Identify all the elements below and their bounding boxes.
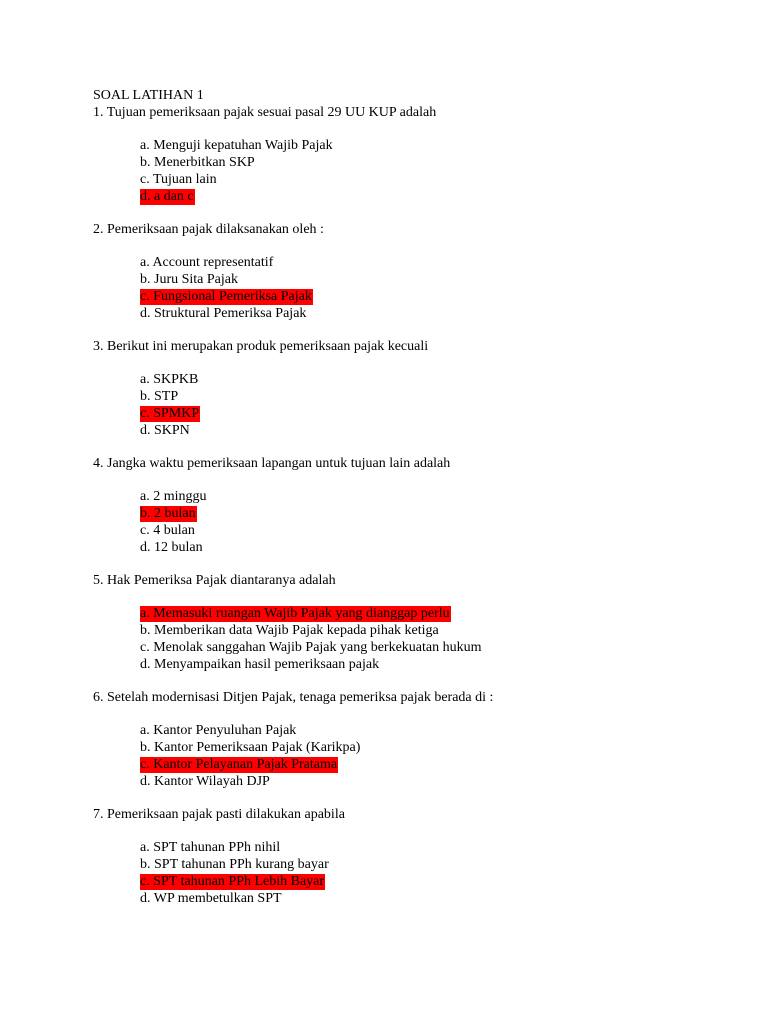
answer-option <box>140 773 753 790</box>
answer-option <box>140 288 753 305</box>
answer-option <box>140 271 753 288</box>
answer-option <box>140 522 753 539</box>
highlighted-answer-text: d. a dan c <box>140 189 194 204</box>
option-list <box>93 488 753 556</box>
answer-option-text: b. Memberikan data Wajib Pajak kepada pihak ketiga <box>140 623 439 638</box>
answer-option <box>140 422 753 439</box>
spacer <box>93 673 753 689</box>
option-list <box>93 605 753 673</box>
question-text: 4. Jangka waktu pemeriksaan lapangan untuk tujuan lain adalah <box>93 456 451 471</box>
answer-option-text: d. Kantor Wilayah DJP <box>140 774 270 789</box>
answer-option <box>140 873 753 890</box>
answer-option-text: d. Struktural Pemeriksa Pajak <box>140 306 307 321</box>
spacer <box>93 355 753 371</box>
answer-option-text: b. Kantor Pemeriksaan Pajak (Karikpa) <box>140 740 361 755</box>
spacer <box>93 238 753 254</box>
question-text: 2. Pemeriksaan pajak dilaksanakan oleh : <box>93 222 324 237</box>
spacer <box>93 556 753 572</box>
option-list <box>93 254 753 322</box>
answer-option-text: a. Menguji kepatuhan Wajib Pajak <box>140 138 333 153</box>
spacer <box>93 589 753 605</box>
answer-option <box>140 305 753 322</box>
answer-option <box>140 154 753 171</box>
answer-option <box>140 405 753 422</box>
answer-option <box>140 505 753 522</box>
answer-option <box>140 756 753 773</box>
question-text: 5. Hak Pemeriksa Pajak diantaranya adalah <box>93 573 336 588</box>
answer-option <box>140 622 753 639</box>
option-list <box>93 722 753 790</box>
answer-option <box>140 605 753 622</box>
option-list <box>93 839 753 907</box>
document-page <box>93 87 753 907</box>
answer-option-text: c. Tujuan lain <box>140 172 217 187</box>
answer-option <box>140 137 753 154</box>
option-list <box>93 137 753 205</box>
answer-option <box>140 371 753 388</box>
highlighted-answer-text: c. SPMKP <box>140 406 200 421</box>
highlighted-answer-text: c. Kantor Pelayanan Pajak Pratama <box>140 757 338 772</box>
highlighted-answer-text: a. Memasuki ruangan Wajib Pajak yang dianggap perlu <box>140 606 450 621</box>
answer-option <box>140 388 753 405</box>
highlighted-answer-text: b. 2 bulan <box>140 506 196 521</box>
spacer <box>93 439 753 455</box>
answer-option-text: a. Kantor Penyuluhan Pajak <box>140 723 297 738</box>
answer-option-text: b. SPT tahunan PPh kurang bayar <box>140 857 329 872</box>
highlighted-answer-text: c. SPT tahunan PPh Lebih Bayar <box>140 874 325 889</box>
spacer <box>93 121 753 137</box>
answer-option-text: a. SKPKB <box>140 372 199 387</box>
answer-option-text: d. SKPN <box>140 423 190 438</box>
answer-option <box>140 739 753 756</box>
answer-option-text: a. SPT tahunan PPh nihil <box>140 840 281 855</box>
answer-option <box>140 539 753 556</box>
question-block <box>93 221 753 338</box>
question-block <box>93 689 753 806</box>
question-block <box>93 806 753 907</box>
question-text: 3. Berikut ini merupakan produk pemeriksaan pajak kecuali <box>93 339 429 354</box>
answer-option <box>140 856 753 873</box>
answer-option <box>140 656 753 673</box>
question-block <box>93 104 753 221</box>
question-list <box>93 104 753 907</box>
answer-option-text: c. Menolak sanggahan Wajib Pajak yang berkekuatan hukum <box>140 640 482 655</box>
answer-option <box>140 839 753 856</box>
spacer <box>93 790 753 806</box>
answer-option-text: a. Account representatif <box>140 255 274 270</box>
question-block <box>93 455 753 572</box>
answer-option-text: d. WP membetulkan SPT <box>140 891 282 906</box>
spacer <box>93 472 753 488</box>
spacer <box>93 706 753 722</box>
question-text: 6. Setelah modernisasi Ditjen Pajak, tenaga pemeriksa pajak berada di : <box>93 690 494 705</box>
question-block <box>93 572 753 689</box>
option-list <box>93 371 753 439</box>
answer-option <box>140 488 753 505</box>
spacer <box>93 823 753 839</box>
question-text: 1. Tujuan pemeriksaan pajak sesuai pasal 29 UU KUP adalah <box>93 105 437 120</box>
answer-option <box>140 171 753 188</box>
answer-option <box>140 639 753 656</box>
document-title: SOAL LATIHAN 1 <box>93 88 204 103</box>
question-block <box>93 338 753 455</box>
highlighted-answer-text: c. Fungsional Pemeriksa Pajak <box>140 289 312 304</box>
spacer <box>93 205 753 221</box>
answer-option <box>140 890 753 907</box>
answer-option-text: d. 12 bulan <box>140 540 203 555</box>
answer-option <box>140 254 753 271</box>
answer-option <box>140 188 753 205</box>
spacer <box>93 322 753 338</box>
answer-option-text: b. Menerbitkan SKP <box>140 155 255 170</box>
answer-option-text: b. STP <box>140 389 179 404</box>
question-text: 7. Pemeriksaan pajak pasti dilakukan apabila <box>93 807 345 822</box>
answer-option-text: c. 4 bulan <box>140 523 195 538</box>
answer-option-text: d. Menyampaikan hasil pemeriksaan pajak <box>140 657 380 672</box>
answer-option-text: b. Juru Sita Pajak <box>140 272 238 287</box>
answer-option-text: a. 2 minggu <box>140 489 207 504</box>
answer-option <box>140 722 753 739</box>
